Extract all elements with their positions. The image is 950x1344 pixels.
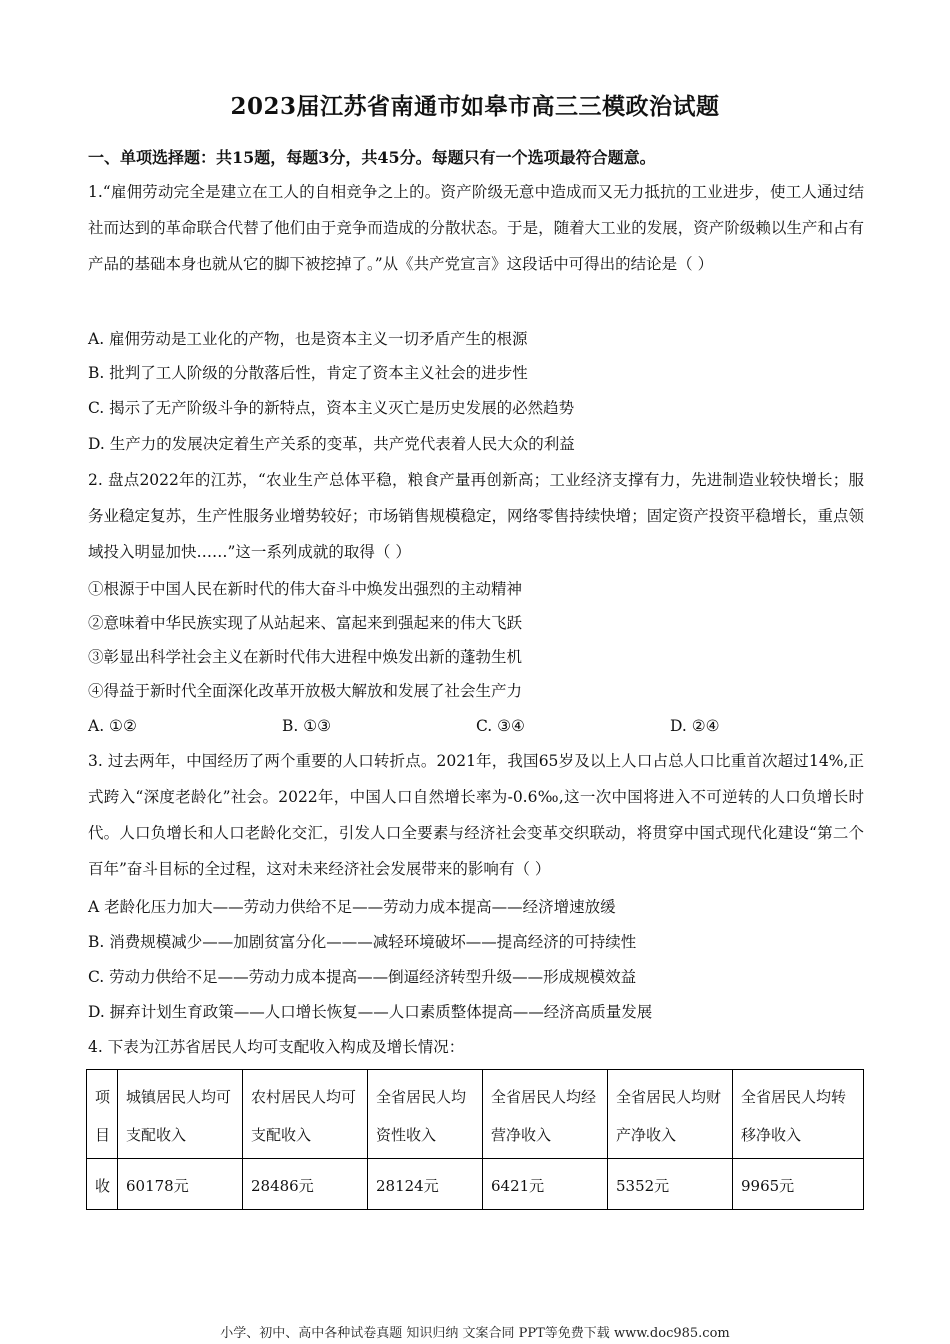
table-cell: 5352元 xyxy=(608,1159,733,1210)
table-header-cell: 城镇居民人均可支配收入 xyxy=(118,1070,243,1159)
question-3-option-b: B. 消费规模减少——加剧贫富分化———减轻环境破坏——提高经济的可持续性 xyxy=(88,933,637,951)
page-footer: 小学、初中、高中各种试卷真题 知识归纳 文案合同 PPT等免费下载 www.doc985.com xyxy=(220,1326,730,1341)
table-header-cell: 全省居民人均财产净收入 xyxy=(608,1070,733,1159)
table-header-cell: 全省居民人均资性收入 xyxy=(368,1070,483,1159)
question-2-stem: 2. 盘点2022年的江苏，“农业生产总体平稳，粮食产量再创新高；工业经济支撑有力，先进制造业较快增长；服务业稳定复苏，生产性服务业增势较好；市场销售规模稳定，网络零售持续快增；固定资产投资平稳增长，重点领域投入明显加快……”这一系列成就的取得（ ） xyxy=(88,471,864,561)
question-1-option-c: C. 揭示了无产阶级斗争的新特点，资本主义灭亡是历史发展的必然趋势 xyxy=(88,399,575,417)
section-heading: 一、单项选择题：共15题，每题3分，共45分。每题只有一个选项最符合题意。 xyxy=(88,148,656,167)
table-cell: 6421元 xyxy=(483,1159,608,1210)
question-2-option-a: A. ①② xyxy=(88,717,137,735)
question-1-option-a: A. 雇佣劳动是工业化的产物，也是资本主义一切矛盾产生的根源 xyxy=(88,330,528,348)
question-2-statement-3: ③彰显出科学社会主义在新时代伟大进程中焕发出新的蓬勃生机 xyxy=(88,648,523,666)
question-2-option-c: C. ③④ xyxy=(476,717,525,735)
table-cell: 28486元 xyxy=(243,1159,368,1210)
question-2-option-d: D. ②④ xyxy=(670,717,720,735)
question-3-option-d: D. 摒弃计划生育政策——人口增长恢复——人口素质整体提高——经济高质量发展 xyxy=(88,1003,653,1021)
table-row xyxy=(87,1159,864,1210)
question-2-statement-1: ①根源于中国人民在新时代的伟大奋斗中焕发出强烈的主动精神 xyxy=(88,580,523,598)
question-3-option-a: A 老龄化压力加大——劳动力供给不足——劳动力成本提高——经济增速放缓 xyxy=(88,898,616,916)
question-2-option-b: B. ①③ xyxy=(282,717,332,735)
page-title: 2023届江苏省南通市如皋市高三三模政治试题 xyxy=(230,93,720,120)
table-header-cell: 全省居民人均转移净收入 xyxy=(733,1070,864,1159)
question-3-option-c: C. 劳动力供给不足——劳动力成本提高——倒逼经济转型升级——形成规模效益 xyxy=(88,968,637,986)
question-1-stem: 1.“雇佣劳动完全是建立在工人的自相竞争之上的。资产阶级无意中造成而又无力抵抗的工业进步，使工人通过结社而达到的革命联合代替了他们由于竞争而造成的分散状态。于是，随着大工业的发展，资产阶级赖以生产和占有产品的基础本身也就从它的脚下被挖掉了。”从《共产党宣言》这段话中可得出的结论是（ ） xyxy=(88,183,864,273)
income-table xyxy=(86,1069,864,1210)
question-2-statement-4: ④得益于新时代全面深化改革开放极大解放和发展了社会生产力 xyxy=(88,682,523,700)
question-1-option-d: D. 生产力的发展决定着生产关系的变革，共产党代表着人民大众的利益 xyxy=(88,435,575,453)
table-header-row xyxy=(87,1070,864,1159)
table-cell: 9965元 xyxy=(733,1159,864,1210)
table-cell: 60178元 xyxy=(118,1159,243,1210)
question-4-stem: 4. 下表为江苏省居民人均可支配收入构成及增长情况： xyxy=(88,1038,465,1056)
row-label-cell: 项目 xyxy=(87,1070,118,1159)
question-3-stem: 3. 过去两年，中国经历了两个重要的人口转折点。2021年，我国65岁及以上人口占总人口比重首次超过14%,正式跨入“深度老龄化”社会。2022年，中国人口自然增长率为-0.6‰,这一次中国将进入不可逆转的人口负增长时代。人口负增长和人口老龄化交汇，引发人口全要素与经济社会变革交织联动，将贯穿中国式现代化建设“第二个百年”奋斗目标的全过程，这对未来经济社会发展带来的影响有（ ） xyxy=(88,752,864,878)
question-2-statement-2: ②意味着中华民族实现了从站起来、富起来到强起来的伟大飞跃 xyxy=(88,614,523,632)
row-label-cell: 收 xyxy=(87,1159,118,1210)
question-1-option-b: B. 批判了工人阶级的分散落后性，肯定了资本主义社会的进步性 xyxy=(88,364,528,382)
table-header-cell: 农村居民人均可支配收入 xyxy=(243,1070,368,1159)
table-header-cell: 全省居民人均经营净收入 xyxy=(483,1070,608,1159)
table-cell: 28124元 xyxy=(368,1159,483,1210)
